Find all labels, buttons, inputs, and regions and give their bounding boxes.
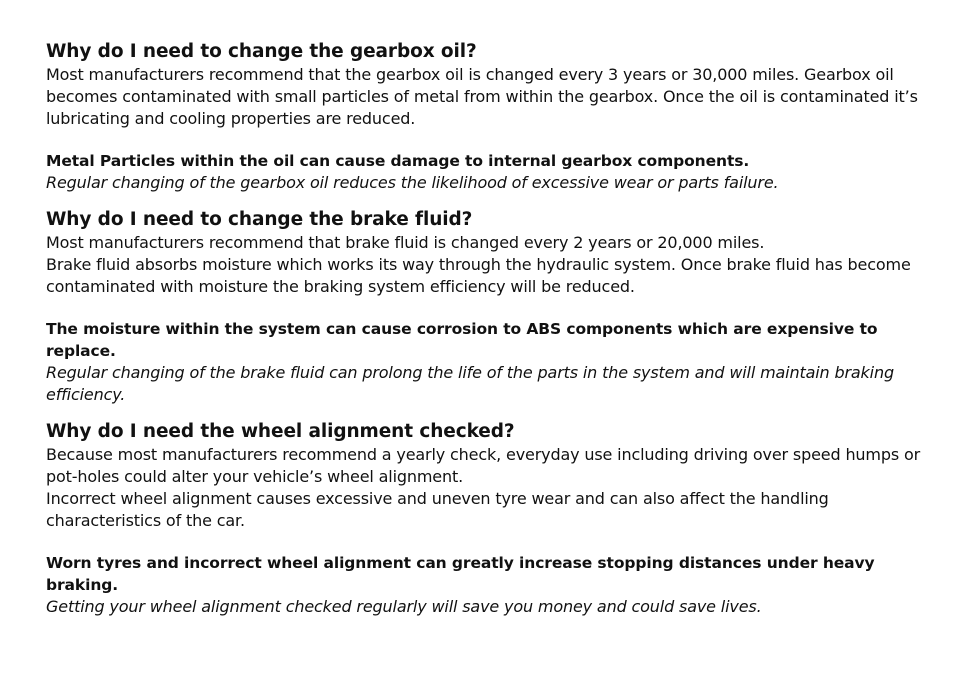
- paragraph-wheel-alignment-1: Because most manufacturers recommend a yearly check, everyday use including driving over speed humps or pot-holes could alter your vehicle’s wheel alignment.: [46, 445, 921, 486]
- bold-note-brake-fluid: The moisture within the system can cause corrosion to ABS components which are expensive to replace.: [46, 320, 878, 360]
- section-wheel-alignment: [46, 420, 926, 618]
- italic-note-wheel-alignment: Getting your wheel alignment checked regularly will save you money and could save lives.: [46, 597, 762, 616]
- paragraph-gearbox-oil: Most manufacturers recommend that the gearbox oil is changed every 3 years or 30,000 miles. Gearbox oil becomes contaminated with small particles of metal from within the gearbox. Once the oil is contaminated it’s lubricating and cooling properties are reduced.: [46, 65, 918, 128]
- bold-note-wheel-alignment: Worn tyres and incorrect wheel alignment can greatly increase stopping distances under heavy braking.: [46, 554, 875, 594]
- italic-note-brake-fluid: Regular changing of the brake fluid can prolong the life of the parts in the system and will maintain braking efficiency.: [46, 363, 894, 404]
- heading-gearbox-oil: Why do I need to change the gearbox oil?: [46, 41, 477, 62]
- bold-note-gearbox-oil: Metal Particles within the oil can cause damage to internal gearbox components.: [46, 152, 750, 170]
- document-page: [46, 40, 926, 618]
- italic-note-gearbox-oil: Regular changing of the gearbox oil reduces the likelihood of excessive wear or parts failure.: [46, 173, 779, 192]
- paragraph-wheel-alignment-2: Incorrect wheel alignment causes excessive and uneven tyre wear and can also affect the handling characteristics of the car.: [46, 489, 829, 530]
- section-gearbox-oil: [46, 40, 926, 194]
- heading-wheel-alignment: Why do I need the wheel alignment checked?: [46, 421, 515, 442]
- paragraph-brake-fluid-1: Most manufacturers recommend that brake fluid is changed every 2 years or 20,000 miles.: [46, 233, 765, 252]
- heading-brake-fluid: Why do I need to change the brake fluid?: [46, 209, 473, 230]
- section-brake-fluid: [46, 208, 926, 406]
- paragraph-brake-fluid-2: Brake fluid absorbs moisture which works its way through the hydraulic system. Once brake fluid has become contaminated with moisture the braking system efficiency will be reduced.: [46, 255, 911, 296]
